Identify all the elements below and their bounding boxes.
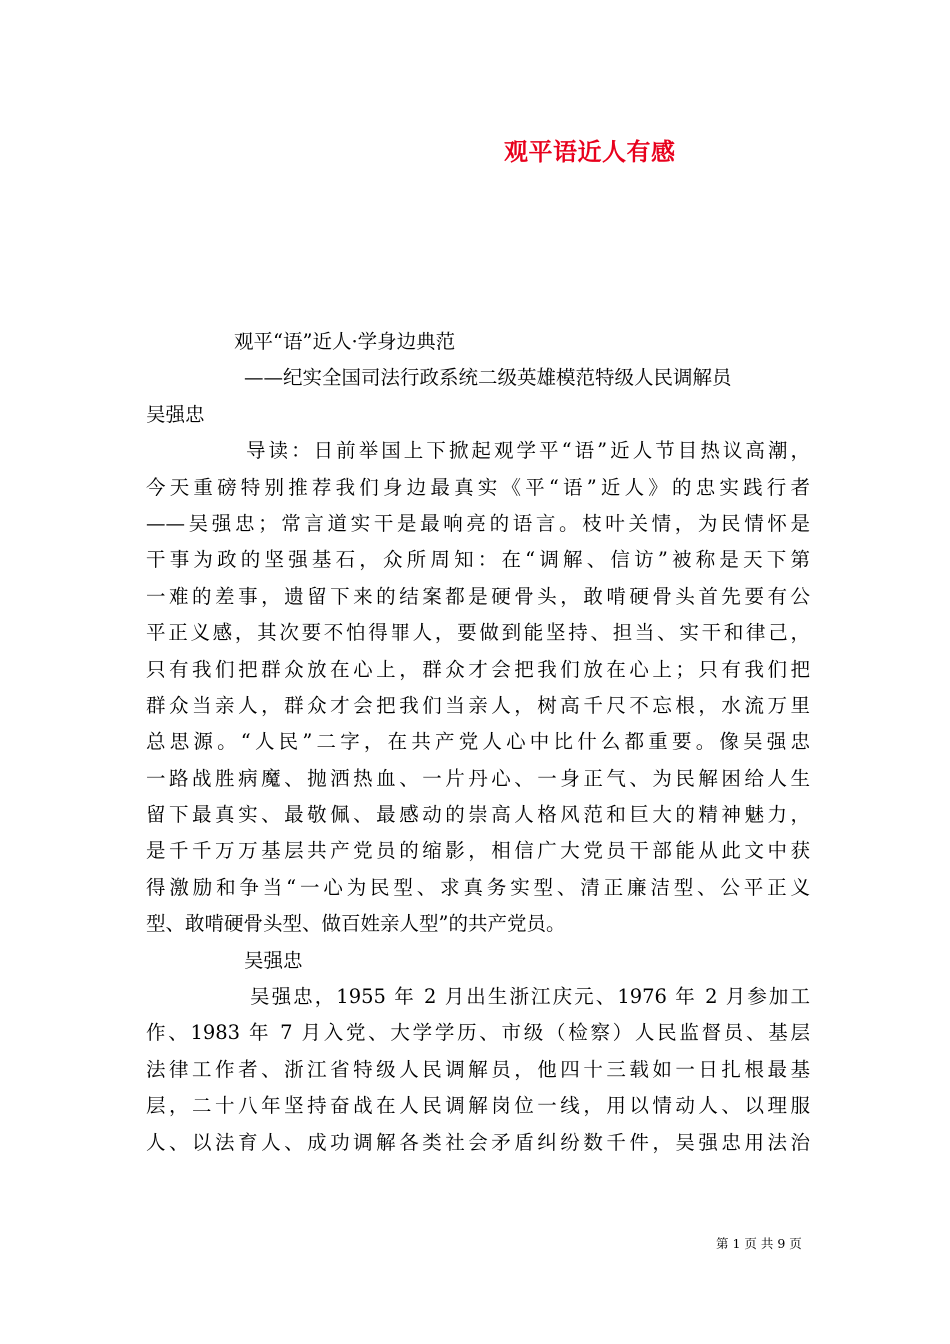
text-line: 吴强忠 [146,402,205,426]
text-line: 群众当亲人，群众才会把我们当亲人，树高千尺不忘根，水流万里 [146,693,810,717]
text-line: 留下最真实、最敬佩、最感动的崇高人格风范和巨大的精神魅力， [146,803,810,827]
text-line: 今天重磅特别推荐我们身边最真实《平“语”近人》的忠实践行者 [146,475,810,499]
text-line: 干事为政的坚强基石，众所周知：在“调解、信访”被称是天下第 [146,548,810,572]
text-line: ——纪实全国司法行政系统二级英雄模范特级人民调解员 [244,366,732,390]
text-line: 法律工作者、浙江省特级人民调解员，他四十三载如一日扎根最基 [146,1057,810,1081]
document-body [146,324,810,1161]
text-line: 一路战胜病魔、抛洒热血、一片丹心、一身正气、为民解困给人生 [146,766,810,790]
page-footer: 第 1 页 共 9 页 [716,1236,802,1251]
text-line: 平正义感，其次要不怕得罪人，要做到能坚持、担当、实干和律己， [146,621,810,645]
text-line: 层，二十八年坚持奋战在人民调解岗位一线，用以情动人、以理服 [146,1094,810,1118]
text-line: 导读：日前举国上下掀起观学平“语”近人节目热议高潮， [246,439,810,463]
text-line: 人、以法育人、成功调解各类社会矛盾纠纷数千件，吴强忠用法治 [146,1130,810,1154]
text-line: ——吴强忠；常言道实干是最响亮的语言。枝叶关情，为民情怀是 [146,511,810,535]
text-line: 型、敢啃硬骨头型、做百姓亲人型”的共产党员。 [146,912,566,936]
text-line: 吴强忠 [244,948,303,972]
text-line: 作、1983 年 7 月入党、大学学历、市级（检察）人民监督员、基层 [146,1021,810,1045]
text-line: 总思源。“人民”二字，在共产党人心中比什么都重要。像吴强忠 [146,730,810,754]
text-line: 是千千万万基层共产党员的缩影，相信广大党员干部能从此文中获 [146,839,810,863]
text-line: 一难的差事，遗留下来的结案都是硬骨头，敢啃硬骨头首先要有公 [146,584,810,608]
text-line: 吴强忠，1955 年 2 月出生浙江庆元、1976 年 2 月参加工 [250,985,810,1009]
text-line: 观平“语”近人·学身边典范 [234,330,456,353]
document-title: 观平语近人有感 [504,137,676,166]
text-line: 得激励和争当“一心为民型、求真务实型、清正廉洁型、公平正义 [146,875,810,899]
text-line: 只有我们把群众放在心上，群众才会把我们放在心上；只有我们把 [146,657,810,681]
